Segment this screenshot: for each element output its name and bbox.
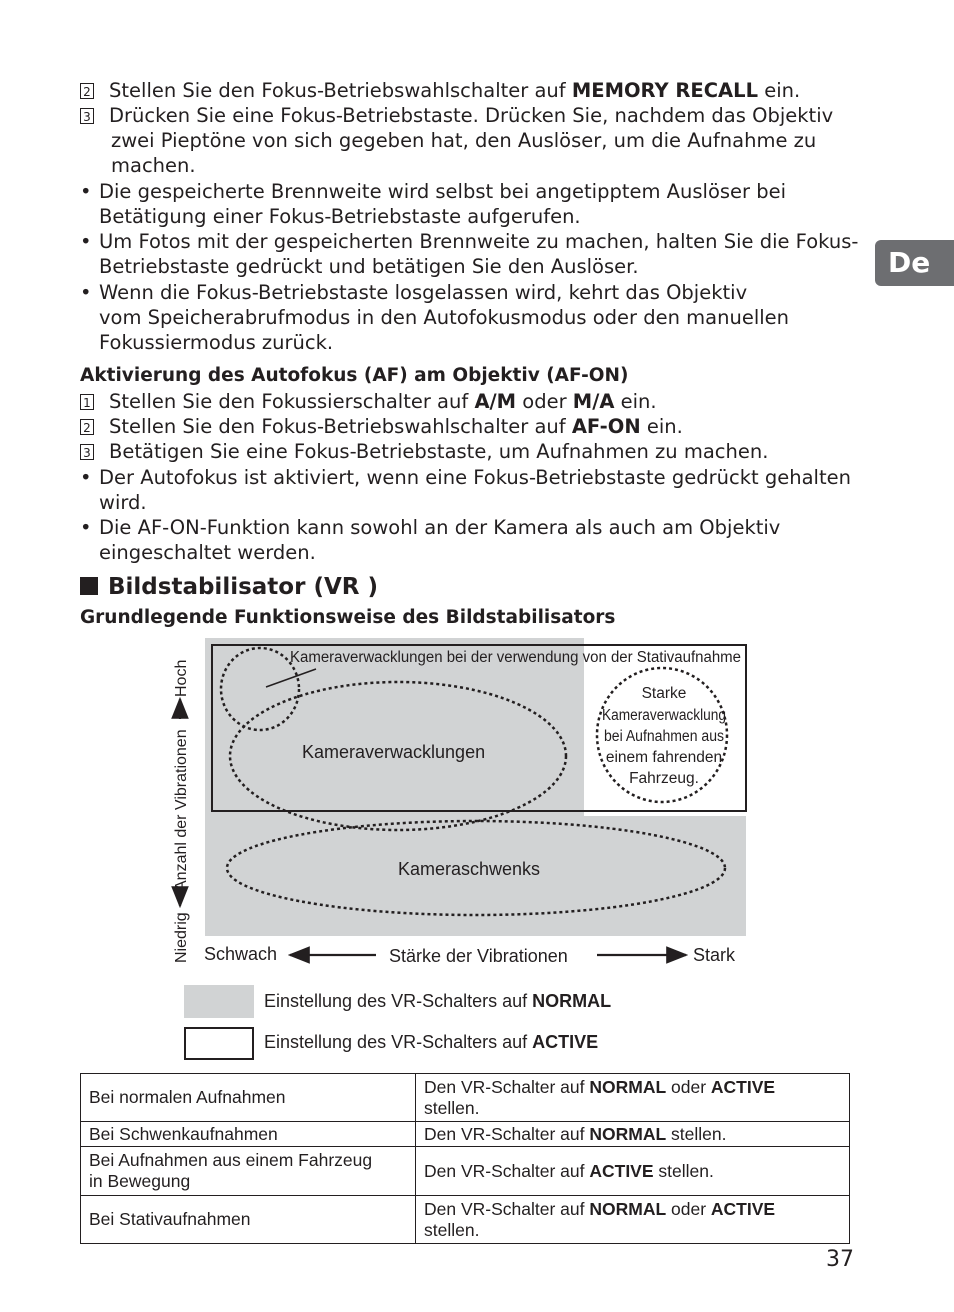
bullet-3: • Wenn die Fokus-Betriebstaste losgelassen wird, kehrt das Objektiv bbox=[80, 281, 748, 304]
legend-normal-text: Einstellung des VR-Schalters auf NORMAL bbox=[264, 991, 612, 1011]
step-3-line-3: machen. bbox=[111, 154, 196, 177]
vr-subheading: Grundlegende Funktionsweise des Bildstabilisators bbox=[80, 607, 616, 628]
table-row bbox=[81, 1122, 850, 1147]
legend-normal-swatch bbox=[184, 985, 254, 1018]
setting-cell: Den VR-Schalter auf ACTIVE stellen. bbox=[416, 1147, 850, 1196]
step-number: 2 bbox=[80, 419, 94, 435]
tripod-label: Kameraverwacklungen bei der verwendung von der Stativaufnahme bbox=[290, 649, 741, 666]
afon-step-2: 2 Stellen Sie den Fokus-Betriebswahlschalter auf AF-ON ein. bbox=[80, 414, 683, 439]
y-axis-high-label: Hoch bbox=[173, 659, 190, 697]
afon-heading: Aktivierung des Autofokus (AF) am Objektiv (AF-ON) bbox=[80, 365, 629, 386]
step-number: 1 bbox=[80, 394, 94, 410]
legend-active-text: Einstellung des VR-Schalters auf ACTIVE bbox=[264, 1032, 599, 1052]
afon-step-1: 1 Stellen Sie den Fokussierschalter auf A/M oder M/A ein. bbox=[80, 389, 657, 414]
bullet-3-line-2: vom Speicherabrufmodus in den Autofokusmodus oder den manuellen bbox=[99, 306, 790, 329]
afon-bullet-2: • Die AF-ON-Funktion kann sowohl an der Kamera als auch am Objektiv bbox=[80, 516, 781, 539]
section-square-icon bbox=[80, 577, 98, 595]
table-row bbox=[81, 1074, 850, 1122]
y-axis-low-label: Niedrig bbox=[173, 912, 190, 963]
step-number: 3 bbox=[80, 444, 94, 460]
step-2-memory: 2 Stellen Sie den Fokus-Betriebswahlschalter auf MEMORY RECALL ein. bbox=[80, 78, 800, 103]
vr-diagram bbox=[0, 632, 954, 972]
bullet-2-line-2: Betriebstaste gedrückt und betätigen Sie den Auslöser. bbox=[99, 255, 639, 278]
step-3-memory: 3 Drücken Sie eine Fokus-Betriebstaste. Drücken Sie, nachdem das Objektiv bbox=[80, 103, 833, 128]
panning-label: Kameraschwenks bbox=[398, 859, 541, 879]
vr-settings-table bbox=[80, 1073, 850, 1244]
table-row bbox=[81, 1147, 850, 1196]
afon-bullet-2-line-2: eingeschaltet werden. bbox=[99, 541, 316, 564]
vehicle-label-line-2: Kameraverwacklung bbox=[602, 707, 726, 724]
table-row bbox=[81, 1196, 850, 1244]
x-axis-high-label: Stark bbox=[693, 945, 736, 965]
language-tab: De bbox=[875, 240, 954, 286]
step-3-line-2: zwei Pieptöne von sich gegeben hat, den Auslöser, um die Aufnahme zu bbox=[111, 129, 817, 152]
x-axis-label: Stärke der Vibrationen bbox=[389, 946, 568, 966]
vr-heading: Bildstabilisator (VR ) bbox=[80, 574, 378, 600]
setting-cell: Den VR-Schalter auf NORMAL stellen. bbox=[416, 1122, 850, 1147]
camera-shake-label: Kameraverwacklungen bbox=[302, 742, 486, 762]
bullet-1-line-2: Betätigung einer Fokus-Betriebstaste aufgerufen. bbox=[99, 205, 581, 228]
page-number: 37 bbox=[826, 1247, 854, 1272]
situation-cell: Bei Stativaufnahmen bbox=[81, 1196, 416, 1244]
bullet-2: • Um Fotos mit der gespeicherten Brennweite zu machen, halten Sie die Fokus- bbox=[80, 230, 859, 253]
vehicle-label-line-5: Fahrzeug. bbox=[629, 770, 699, 787]
vehicle-label-line-1: Starke bbox=[641, 685, 687, 702]
setting-cell: Den VR-Schalter auf NORMAL oder ACTIVE stellen. bbox=[416, 1196, 850, 1244]
y-axis-label: Anzahl der Vibrationen bbox=[173, 729, 190, 891]
step-number: 3 bbox=[80, 108, 94, 124]
vehicle-label-line-3: bei Aufnahmen aus bbox=[604, 728, 725, 745]
afon-bullet-1-line-2: wird. bbox=[99, 491, 147, 514]
vehicle-label-line-4: einem fahrenden bbox=[605, 749, 723, 766]
situation-cell: Bei normalen Aufnahmen bbox=[81, 1074, 416, 1122]
step-number: 2 bbox=[80, 83, 94, 99]
bullet-3-line-3: Fokussiermodus zurück. bbox=[99, 331, 334, 354]
situation-cell: Bei Aufnahmen aus einem Fahrzeug in Bewegung bbox=[81, 1147, 416, 1196]
legend-active-swatch bbox=[184, 1027, 254, 1060]
situation-cell: Bei Schwenkaufnahmen bbox=[81, 1122, 416, 1147]
afon-bullet-1: • Der Autofokus ist aktiviert, wenn eine Fokus-Betriebstaste gedrückt gehalten bbox=[80, 466, 851, 489]
bullet-1: • Die gespeicherte Brennweite wird selbst bei angetipptem Auslöser bei bbox=[80, 180, 787, 203]
setting-cell: Den VR-Schalter auf NORMAL oder ACTIVE stellen. bbox=[416, 1074, 850, 1122]
afon-step-3: 3 Betätigen Sie eine Fokus-Betriebstaste, um Aufnahmen zu machen. bbox=[80, 439, 768, 464]
x-axis-low-label: Schwach bbox=[204, 944, 278, 964]
